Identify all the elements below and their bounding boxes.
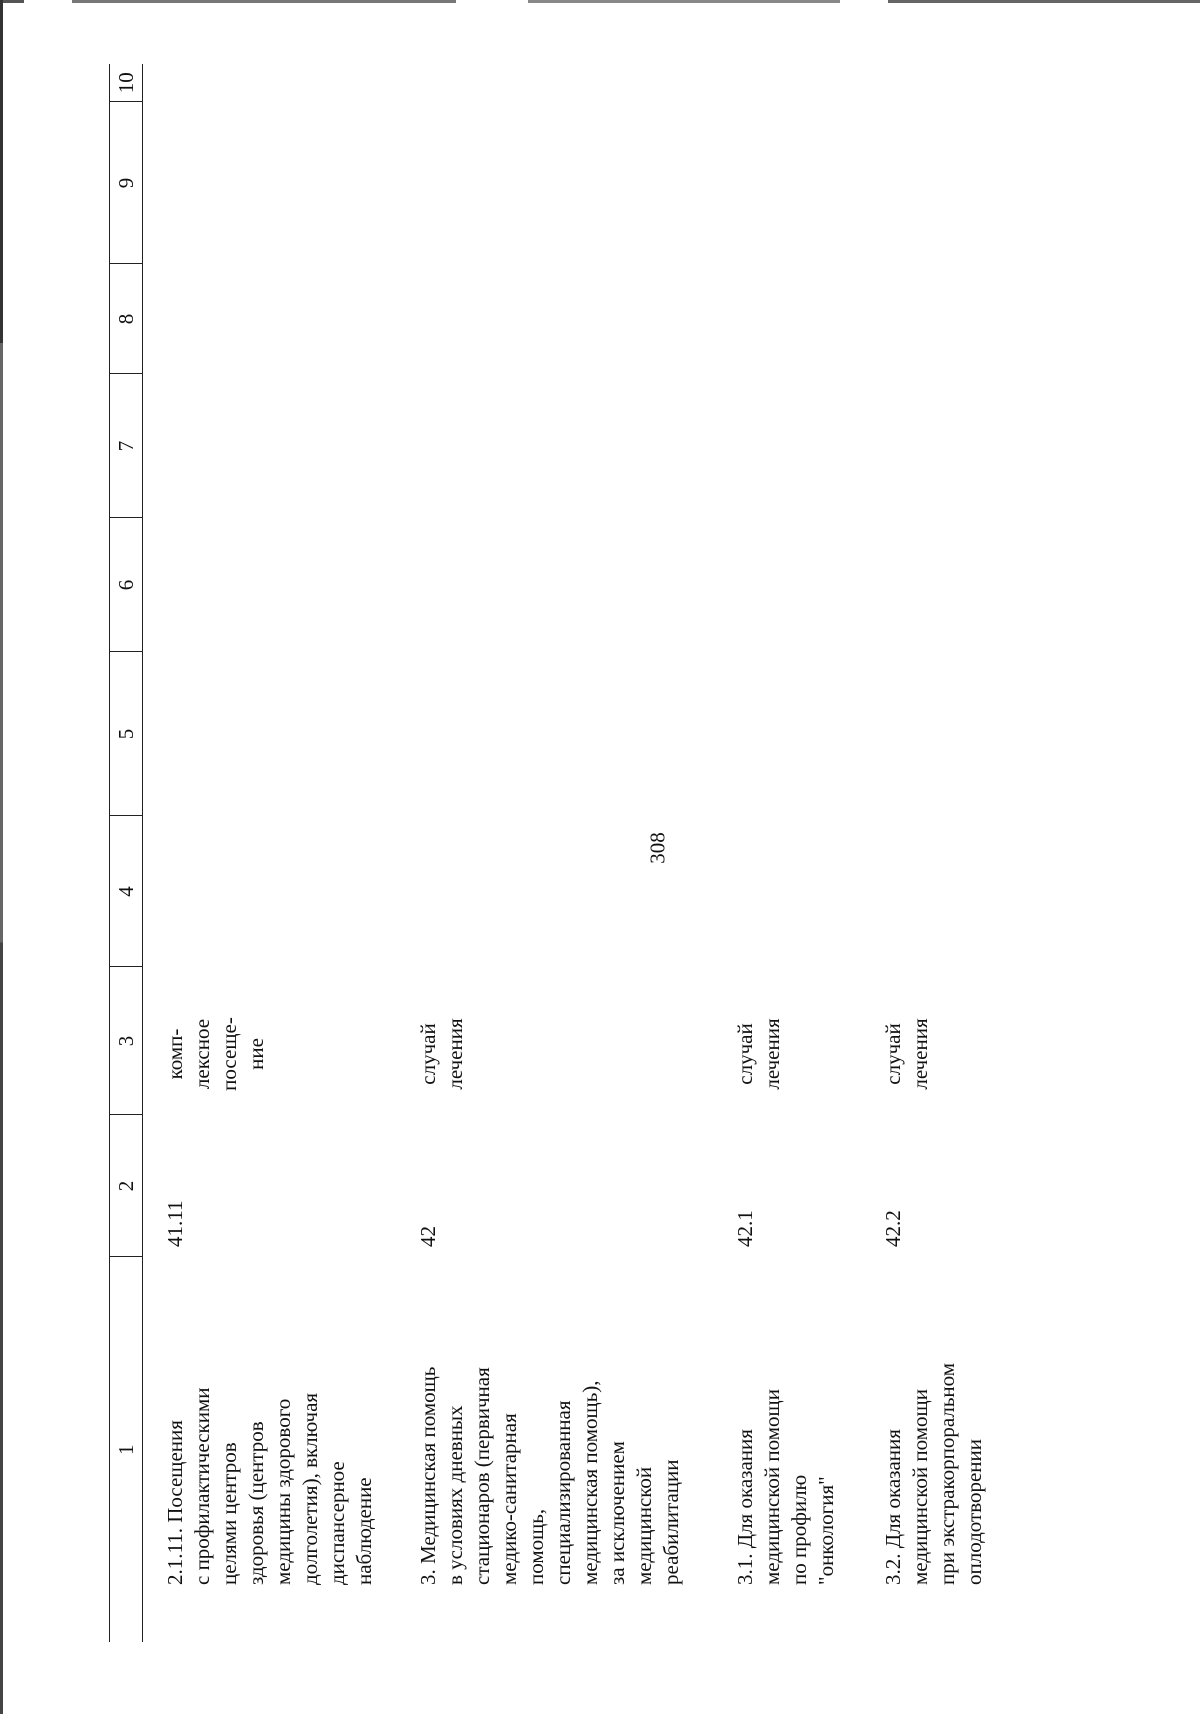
row-name-line: "онкология"	[814, 1476, 838, 1585]
row-name-line: медицинской помощи	[908, 1389, 932, 1585]
column-header: 5	[110, 652, 143, 816]
column-header: 2	[110, 1115, 143, 1257]
empty-cell	[393, 102, 722, 264]
empty-cell	[143, 64, 394, 102]
row-name-line: долголетия), включая	[298, 1392, 322, 1585]
row-name-line: наблюдение	[352, 1477, 376, 1585]
row-name-line: здоровья (центров	[244, 1421, 268, 1585]
empty-cell	[872, 374, 988, 518]
empty-cell	[393, 652, 722, 816]
row-name-line: медицины здорового	[271, 1398, 295, 1585]
table-row	[143, 64, 394, 1642]
row-name-line: реабилитации	[659, 1459, 683, 1585]
row-code-cell: 42.1	[733, 1210, 757, 1247]
column-header: 1	[110, 1257, 143, 1642]
page-number: 308	[645, 832, 670, 864]
row-code-cell: 41.11	[163, 1200, 187, 1247]
row-name-line: с профилактическими	[190, 1387, 214, 1585]
row-name-cell	[722, 1257, 872, 1642]
row-unit-line: случай	[881, 1023, 905, 1085]
column-header: 10	[110, 64, 143, 102]
row-name-line: медицинской	[632, 1466, 656, 1585]
column-header: 9	[110, 102, 143, 264]
empty-cell	[393, 264, 722, 374]
empty-cell	[722, 64, 872, 102]
rotated-table-frame	[109, 64, 1059, 1642]
row-unit-line: лечения	[760, 1018, 784, 1090]
empty-cell	[722, 518, 872, 652]
row-name-line: за исключением	[605, 1441, 629, 1585]
row-unit-cell	[872, 967, 988, 1115]
empty-cell	[143, 374, 394, 518]
row-name-line: специализированная	[551, 1400, 575, 1585]
row-name-line: 3.2. Для оказания	[881, 1429, 905, 1585]
empty-cell	[872, 64, 988, 102]
empty-cell	[722, 652, 872, 816]
row-unit-line: комп-	[163, 1028, 187, 1080]
scan-left-edge	[0, 0, 3, 1714]
empty-cell	[393, 816, 722, 967]
row-name-line: медико-санитарная	[497, 1413, 521, 1585]
empty-cell	[872, 816, 988, 967]
empty-cell	[722, 816, 872, 967]
empty-cell	[143, 518, 394, 652]
row-name-cell	[393, 1257, 722, 1642]
table-row	[872, 64, 988, 1642]
row-code-cell: 42.2	[881, 1210, 905, 1247]
row-code-cell: 42	[416, 1226, 440, 1247]
row-name-line: диспансерное	[325, 1461, 349, 1585]
row-name-line: 2.1.11. Посещения	[163, 1420, 187, 1585]
row-name-line: медицинской помощи	[760, 1389, 784, 1585]
data-table	[109, 64, 988, 1642]
row-name-cell	[143, 1257, 394, 1642]
row-name-line: медицинская помощь),	[578, 1380, 602, 1585]
empty-cell	[872, 518, 988, 652]
row-unit-cell	[143, 967, 394, 1115]
row-name-line: по профилю	[787, 1474, 811, 1585]
empty-cell	[143, 652, 394, 816]
row-unit-line: случай	[733, 1023, 757, 1085]
empty-cell	[143, 102, 394, 264]
row-unit-line: лечения	[908, 1018, 932, 1090]
column-header: 8	[110, 264, 143, 374]
empty-cell	[393, 374, 722, 518]
table-header-row	[110, 64, 143, 1642]
row-name-line: целями центров	[217, 1442, 241, 1585]
column-header: 3	[110, 967, 143, 1115]
empty-cell	[722, 102, 872, 264]
row-name-line: оплодотворении	[962, 1438, 986, 1585]
row-name-cell	[872, 1257, 988, 1642]
table-row	[393, 64, 722, 1642]
row-name-line: 3. Медицинская помощь	[416, 1366, 440, 1585]
row-unit-line: лексное	[190, 1018, 214, 1090]
scan-top-edge	[0, 0, 1200, 3]
column-header: 7	[110, 374, 143, 518]
empty-cell	[722, 374, 872, 518]
row-unit-line: ние	[244, 1038, 268, 1070]
row-unit-cell	[393, 967, 722, 1115]
empty-cell	[393, 64, 722, 102]
column-header: 4	[110, 816, 143, 967]
row-unit-line: случай	[416, 1023, 440, 1085]
row-name-line: в условиях дневных	[443, 1405, 467, 1585]
table-row	[722, 64, 872, 1642]
empty-cell	[872, 652, 988, 816]
row-unit-line: посеще-	[217, 1017, 241, 1091]
row-unit-line: лечения	[443, 1018, 467, 1090]
row-name-line: 3.1. Для оказания	[733, 1429, 757, 1585]
row-name-line: помощь,	[524, 1508, 548, 1585]
row-name-line: при экстракорпоральном	[935, 1362, 959, 1585]
empty-cell	[722, 264, 872, 374]
empty-cell	[872, 264, 988, 374]
row-unit-cell	[722, 967, 872, 1115]
empty-cell	[143, 264, 394, 374]
empty-cell	[143, 816, 394, 967]
row-name-line: стационаров (первичная	[470, 1367, 494, 1585]
column-header: 6	[110, 518, 143, 652]
empty-cell	[393, 518, 722, 652]
empty-cell	[872, 102, 988, 264]
